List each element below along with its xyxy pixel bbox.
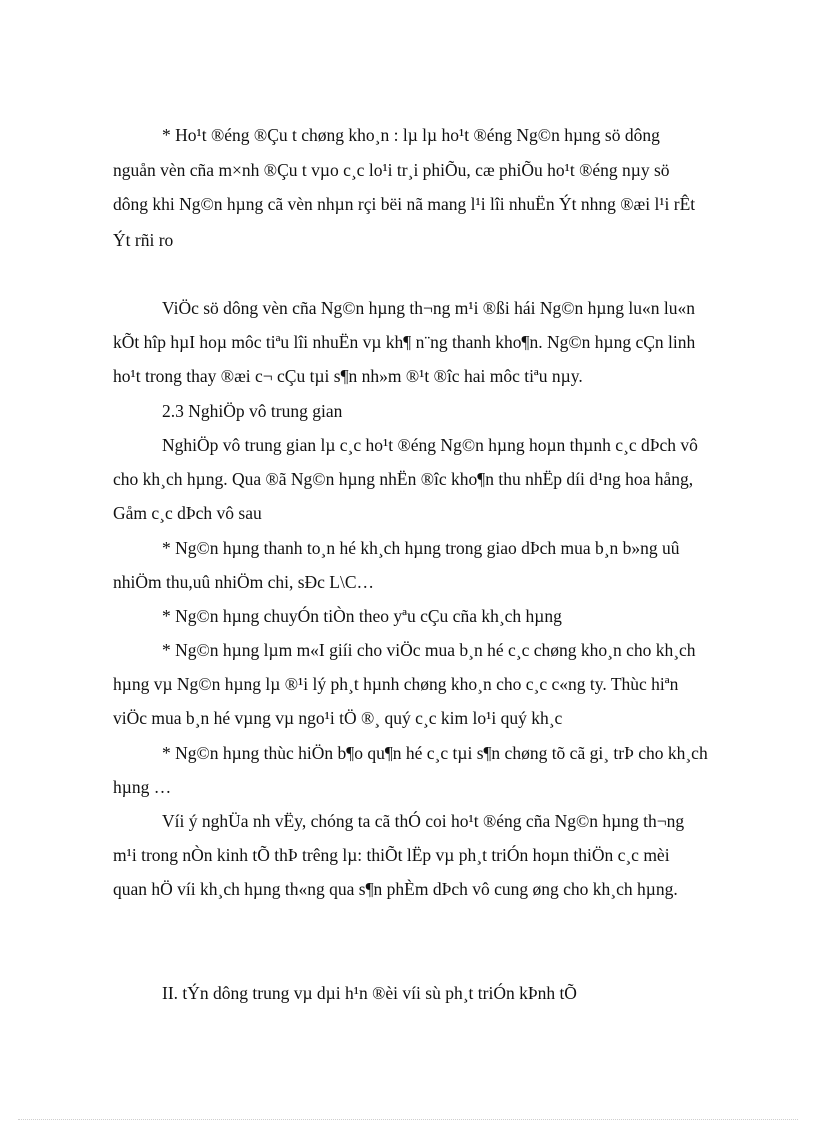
paragraph-line: quan hÖ víi kh¸ch hµng th«ng qua s¶n phÈm dÞch vô cung øng cho kh¸ch hµng. [113, 879, 678, 899]
bullet-item: * Ng©n hµng thùc hiÖn b¶o qu¶n hé c¸c tµi s¶n chøng tõ cã gi¸ trÞ cho kh¸ch [162, 743, 708, 763]
paragraph-line: NghiÖp vô trung gian lµ c¸c ho¹t ®éng Ng©n hµng hoµn thµnh c¸c dÞch vô [162, 435, 698, 455]
bullet-item-continuation: hµng vµ Ng©n hµng lµ ®¹i lý ph¸t hµnh chøng kho¸n cho c¸c c«ng ty. Thùc hiªn [113, 674, 679, 694]
paragraph-line: * Ho¹t ®éng ®Çu t chøng kho¸n : lµ lµ ho¹t ®éng Ng©n hµng sö dông [162, 125, 660, 145]
paragraph-line: nguån vèn cña m×nh ®Çu t vµo c¸c lo¹i tr¸i phiÕu, cæ phiÕu ho¹t ®éng nµy sö [113, 160, 670, 180]
bullet-item: * Ng©n hµng lµm m«I giíi cho viÖc mua b¸n hé c¸c chøng kho¸n cho kh¸ch [162, 640, 696, 660]
paragraph-line: cho kh¸ch hµng. Qua ®ã Ng©n hµng nhËn ®îc kho¶n thu nhËp díi d¹ng hoa hång, [113, 469, 694, 489]
bullet-item-continuation: viÖc mua b¸n hé vµng vµ ngo¹i tÖ ®¸ quý c¸c kim lo¹i quý kh¸c [113, 708, 563, 728]
paragraph-line: Víi ý nghÜa nh vËy, chóng ta cã thÓ coi ho¹t ®éng cña Ng©n hµng th¬ng [162, 811, 685, 831]
page-bottom-divider [18, 1119, 798, 1120]
paragraph-line: Ýt rñi ro [113, 230, 174, 250]
paragraph-line: ViÖc sö dông vèn cña Ng©n hµng th¬ng m¹i ®ßi hái Ng©n hµng lu«n lu«n [162, 298, 695, 318]
paragraph-line: ho¹t trong thay ®æi c¬ cÇu tµi s¶n nh»m ®¹t ®îc hai môc tiªu nµy. [113, 366, 583, 386]
bullet-item-continuation: nhiÖm thu,uû nhiÖm chi, sÐc L\C… [113, 572, 375, 592]
paragraph-line: m¹i trong nÒn kinh tÕ thÞ trêng lµ: thiÕt lËp vµ ph¸t triÓn hoµn thiÖn c¸c mèi [113, 845, 670, 865]
section-heading: 2.3 NghiÖp vô trung gian [162, 401, 343, 421]
paragraph-line: Gåm c¸c dÞch vô sau [113, 503, 262, 523]
chapter-heading: II. tÝn dông trung vµ dµi h¹n ®èi víi sù ph¸t triÓn kÞnh tÕ [162, 983, 577, 1003]
bullet-item: * Ng©n hµng thanh to¸n hé kh¸ch hµng trong giao dÞch mua b¸n b»ng uû [162, 538, 680, 558]
bullet-item: * Ng©n hµng chuyÓn tiÒn theo yªu cÇu cña kh¸ch hµng [162, 606, 562, 626]
bullet-item-continuation: hµng … [113, 777, 172, 797]
paragraph-line: kÕt hîp hµI hoµ môc tiªu lîi nhuËn vµ kh¶ n¨ng thanh kho¶n. Ng©n hµng cÇn linh [113, 332, 696, 352]
paragraph-line: dông khi Ng©n hµng cã vèn nhµn rçi bëi nã mang l¹i lîi nhuËn Ýt nhng ®æi l¹i rÊt [113, 194, 696, 214]
